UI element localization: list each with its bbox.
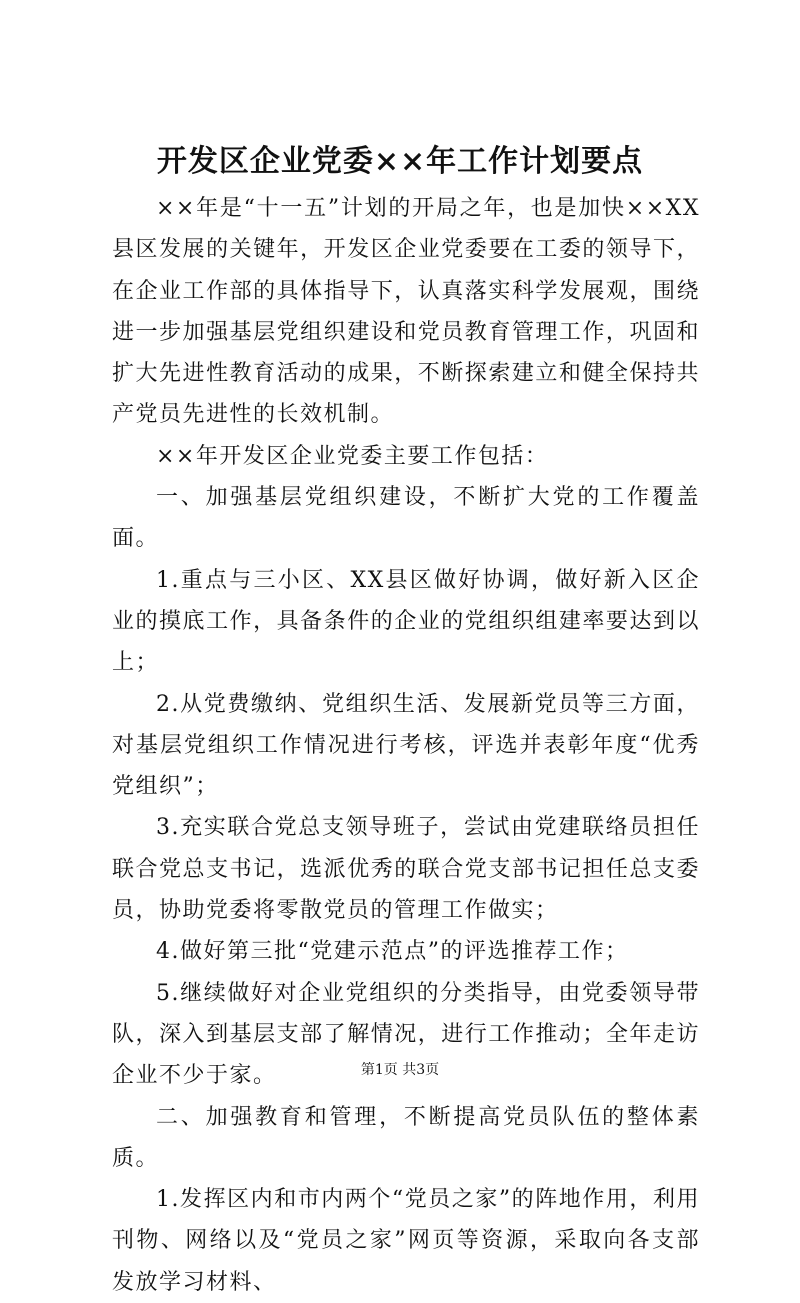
list-item-1-4: 4.做好第三批“党建示范点”的评选推荐工作；	[156, 939, 629, 965]
paragraph-intro: ××年是“十一五”计划的开局之年，也是加快××XX县区发展的关键年，开发区企业党委要在工委的领导下，在企业工作部的具体指导下，认真落实科学发展观，围绕进一步加强基层党组织建设和党员教育管理工作，巩固和扩大先进性教育活动的成果，不断探索建立和健全保持共产党员先进性的长效机制。	[112, 196, 700, 428]
page-footer: 第1页 共3页	[360, 1062, 440, 1078]
paragraph-main-work: ××年开发区企业党委主要工作包括：	[156, 443, 549, 469]
document-title: 开发区企业党委××年工作计划要点	[156, 144, 644, 179]
list-item-1-2: 2.从党费缴纳、党组织生活、发展新党员等三方面，对基层党组织工作情况进行考核，评选并表彰年度“优秀党组织”；	[112, 691, 700, 800]
list-item-1-3: 3.充实联合党总支领导班子，尝试由党建联络员担任联合党总支书记，选派优秀的联合党支部书记担任总支委员，协助党委将零散党员的管理工作做实；	[112, 815, 700, 924]
list-item-2-1: 1.发挥区内和市内两个“党员之家”的阵地作用，利用刊物、网络以及“党员之家”网页等资源，采取向各支部发放学习材料、	[112, 1187, 700, 1295]
list-item-1-5: 5.继续做好对企业党组织的分类指导，由党委领导带队，深入到基层支部了解情况，进行工作推动；全年走访企业不少于家。	[112, 980, 700, 1089]
section-heading-1: 一、加强基层党组织建设，不断扩大党的工作覆盖面。	[112, 485, 700, 552]
list-item-1-1: 1.重点与三小区、XX县区做好协调，做好新入区企业的摸底工作，具备条件的企业的党组织组建率要达到以上；	[112, 567, 700, 676]
document-body	[112, 188, 700, 1303]
section-heading-2: 二、加强教育和管理，不断提高党员队伍的整体素质。	[112, 1104, 700, 1171]
